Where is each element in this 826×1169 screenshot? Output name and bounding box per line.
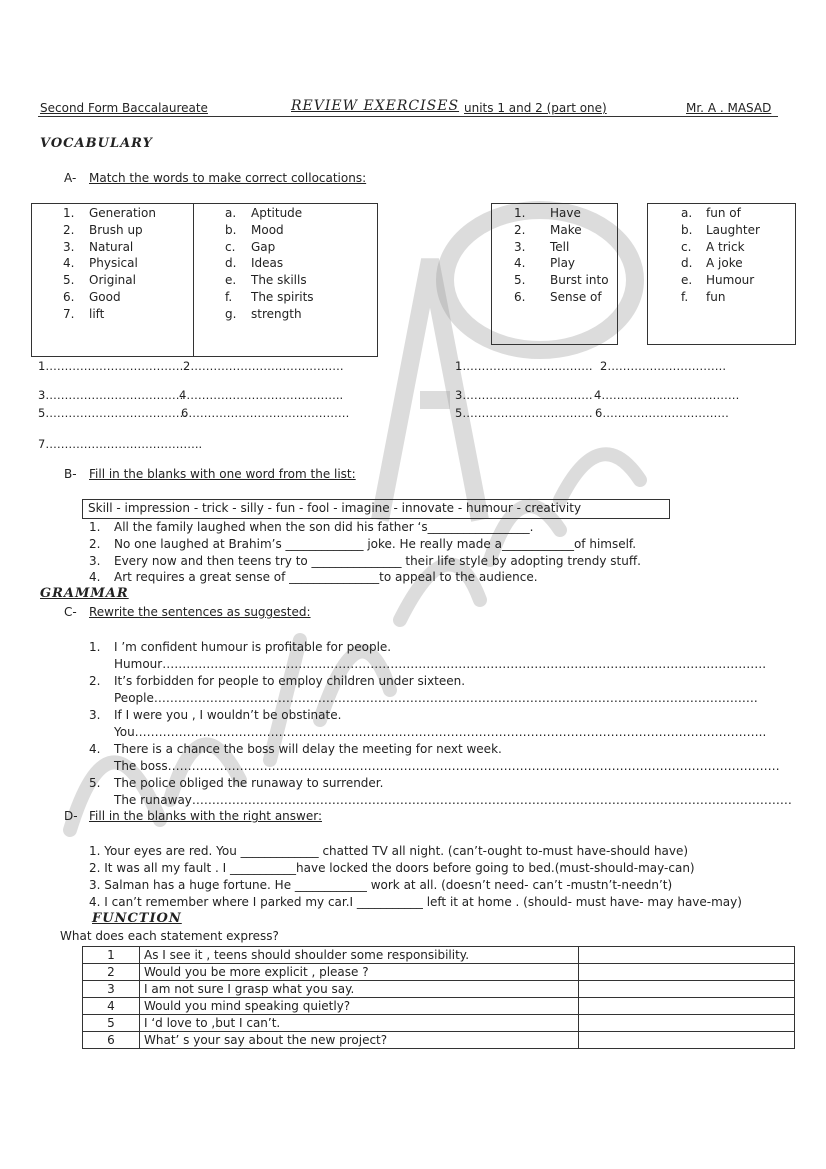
exercise-d-items [89,843,742,911]
table-divider [193,203,194,356]
left-matches [251,205,314,323]
list-letter: a. [225,206,237,220]
item-number: 2. [89,674,101,688]
right-letters [681,205,692,306]
list-item: Humour [706,273,755,288]
list-item: Play [550,256,576,271]
rewrite-sentence: There is a chance the boss will delay the meeting for next week. [114,742,502,756]
list-letter: c. [681,239,692,254]
fill-blank-sentence: Every now and then teens try to _______________ their life style by adopting trendy stuff. [114,553,641,568]
list-letter: f. [681,289,689,304]
statement-cell: I am not sure I grasp what you say. [140,981,579,998]
list-item: Aptitude [251,206,303,220]
list-number: 2. [63,222,75,237]
list-number: 7. [63,306,75,321]
list-number: 4. [514,256,526,271]
list-item: fun of [706,206,741,220]
list-letter: d. [681,256,693,271]
list-item: Physical [89,256,138,271]
item-number: 2. [89,536,101,551]
exercise-c-items [114,639,792,809]
header-rule [38,116,778,117]
answer-line[interactable]: 1……………………………… [38,359,184,373]
statement-cell: Would you be more explicit , please ? [140,964,579,981]
table-row [83,1032,795,1049]
list-number: 1. [63,206,75,220]
list-item: Brush up [89,222,143,237]
rewrite-answer-line[interactable]: People……………………………………………………………………………………………………………………………………. [114,691,758,705]
table-row [83,981,795,998]
list-item: The skills [251,273,307,288]
right-matches [706,205,760,306]
left-words [89,205,156,323]
list-item: lift [89,306,105,321]
row-number: 2 [83,964,140,981]
rewrite-answer-line[interactable]: You………………………………………………………………………………………………………………………………………….. [114,725,767,739]
list-item: Ideas [251,256,284,271]
exercise-d-label: D- [64,809,78,823]
list-item: Good [89,289,121,304]
list-letter: a. [681,206,693,220]
list-letter: d. [225,256,237,271]
right-words [550,205,609,306]
list-item: strength [251,306,302,321]
word-list: Skill - impression - trick - silly - fun - fool - imagine - innovate - humour - creativity [88,501,582,515]
item-number: 1. [89,520,101,534]
list-item: Burst into [550,273,609,288]
answer-line[interactable]: 6…………………………… [595,406,729,420]
answer-cell[interactable] [579,1032,795,1049]
answer-line[interactable]: 5……………………………. [455,406,593,420]
list-letter: g. [225,306,237,321]
section-heading-function: FUNCTION [92,911,182,926]
modal-question: 3. Salman has a huge fortune. He ____________ work at all. (doesn’t need- can’t -mustn’t-needn’t) [89,878,673,892]
exercise-c-instruction: Rewrite the sentences as suggested: [89,605,311,619]
table-row [83,1015,795,1032]
exercise-a-label: A- [64,171,77,185]
modal-question: 2. It was all my fault . I ___________have locked the doors before going to bed.(must-should-may-can) [89,861,695,875]
answer-cell[interactable] [579,1015,795,1032]
rewrite-answer-line[interactable]: The boss……………………………………………………………………………………………………………………………………… [114,759,780,773]
answer-cell[interactable] [579,981,795,998]
list-item: Natural [89,239,134,254]
list-number: 3. [514,239,526,254]
answer-line[interactable]: 5………………………………. [38,406,187,420]
item-number: 5. [89,776,101,790]
modal-question: 1. Your eyes are red. You _____________ chatted TV all night. (can’t-ought to-must have-should have) [89,844,689,858]
table-row [83,947,795,964]
statement-cell: Would you mind speaking quietly? [140,998,579,1015]
answer-line[interactable]: 2…………………………. [600,359,726,373]
statement-cell: As I see it , teens should shoulder some responsibility. [140,947,579,964]
row-number: 5 [83,1015,140,1032]
function-question: What does each statement express? [60,929,279,943]
answer-line[interactable]: 6…………………………………… [181,406,350,420]
section-heading-grammar: GRAMMAR [40,586,129,601]
exercise-b-numbers [89,519,100,586]
answer-cell[interactable] [579,964,795,981]
section-heading-vocabulary: VOCABULARY [40,136,153,151]
fill-blank-sentence: All the family laughed when the son did his father ‘s_________________. [114,520,534,534]
left-letters [225,205,236,323]
item-number: 3. [89,553,101,568]
list-number: 2. [514,222,526,237]
exercise-b-label: B- [64,467,77,481]
rewrite-sentence: The police obliged the runaway to surrender. [114,776,384,790]
exercise-a-instruction: Match the words to make correct collocations: [89,171,367,185]
rewrite-answer-line[interactable]: Humour……………………………………………………………………………………………………………………………………. [114,657,767,671]
list-number: 5. [514,273,526,288]
answer-cell[interactable] [579,998,795,1015]
answer-line[interactable]: 1……………………………. [455,359,593,373]
fill-blank-sentence: No one laughed at Brahim’s _____________ joke. He really made a____________of himself. [114,536,637,551]
list-item: Gap [251,239,276,254]
answer-line[interactable]: 4………………………………….. [179,388,344,402]
modal-question: 4. I can’t remember where I parked my car.I ___________ left it at home . (should- must have- may have-may) [89,895,742,909]
list-item: Generation [89,206,156,220]
exercise-c-label: C- [64,605,77,619]
exercise-d-instruction: Fill in the blanks with the right answer: [89,809,322,823]
answer-line[interactable]: 2…………………………………. [183,359,344,373]
row-number: 3 [83,981,140,998]
answer-line[interactable]: 7………………………………….. [38,437,203,451]
list-number: 3. [63,239,75,254]
exercise-b-instruction: Fill in the blanks with one word from the list: [89,467,356,481]
answer-cell[interactable] [579,947,795,964]
list-letter: e. [225,273,237,288]
answer-line[interactable]: 4……………………………… [594,388,740,402]
list-letter: b. [681,222,693,237]
list-letter: f. [225,289,233,304]
list-item: Mood [251,222,284,237]
list-number: 4. [63,256,75,271]
list-item: fun [706,289,726,304]
list-number: 5. [63,273,75,288]
list-item: Laughter [706,222,760,237]
statement-cell: I ‘d love to ,but I can’t. [140,1015,579,1032]
list-item: Tell [550,239,570,254]
function-table [82,946,795,1049]
item-number: 4. [89,570,101,585]
answer-line[interactable]: 3……………………………. [455,388,593,402]
table-row [83,964,795,981]
list-item: The spirits [251,289,314,304]
rewrite-answer-line[interactable]: The runaway…………………………………………………………………………………………………………………………………… [114,793,792,807]
list-item: A trick [706,239,745,254]
matching-table-left [31,203,378,357]
list-number: 6. [514,289,526,304]
statement-cell: What’ s your say about the new project? [140,1032,579,1049]
list-number: 1. [514,206,526,220]
list-item: Sense of [550,289,602,304]
item-number: 4. [89,742,101,756]
answer-line[interactable]: 3……………………………… [38,388,184,402]
page-title: REVIEW EXERCISES [291,98,460,114]
course-label: Second Form Baccalaureate [40,101,208,115]
page-subtitle: units 1 and 2 (part one) [464,101,607,115]
table-row [83,998,795,1015]
fill-blank-sentence: Art requires a great sense of _______________to appeal to the audience. [114,570,538,585]
rewrite-sentence: I ’m confident humour is profitable for people. [114,640,392,654]
list-item: Have [550,206,581,220]
exercise-b-items [114,519,641,586]
row-number: 4 [83,998,140,1015]
right-numbers [514,205,525,306]
list-letter: c. [225,239,236,254]
list-number: 6. [63,289,75,304]
list-item: A joke [706,256,743,271]
row-number: 1 [83,947,140,964]
exercise-c-numbers [89,639,100,792]
list-letter: b. [225,222,237,237]
item-number: 3. [89,708,101,722]
left-numbers [63,205,74,323]
teacher-name: Mr. A . MASAD [686,101,772,115]
item-number: 1. [89,640,101,654]
list-letter: e. [681,273,693,288]
rewrite-sentence: It’s forbidden for people to employ children under sixteen. [114,674,466,688]
rewrite-sentence: If I were you , I wouldn’t be obstinate. [114,708,342,722]
list-item: Original [89,273,136,288]
list-item: Make [550,222,582,237]
row-number: 6 [83,1032,140,1049]
